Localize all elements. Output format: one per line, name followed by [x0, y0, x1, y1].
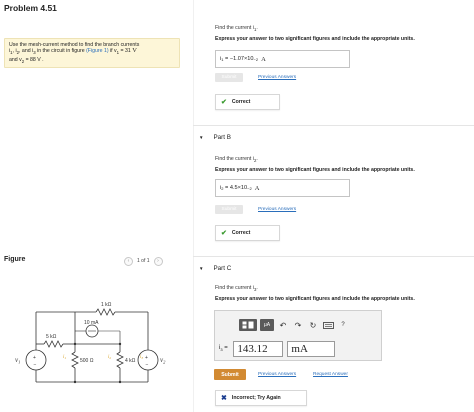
triangle-down-icon: ▼ [199, 135, 204, 140]
answer-var: i [219, 345, 221, 352]
prev-figure-button[interactable]: ‹ [124, 257, 133, 266]
template-icon [242, 321, 254, 329]
part-divider [193, 256, 474, 257]
check-icon: ✔ [221, 99, 227, 106]
prompt-sub: 2 [253, 158, 257, 164]
junction-dot [119, 343, 121, 345]
label-i3 [140, 355, 143, 360]
x-icon: ✖ [221, 395, 227, 402]
part-a-submit-button[interactable]: Submit [215, 73, 243, 82]
figure-pager-text: 1 of 1 [137, 258, 150, 264]
label-i3-sub: 3 [141, 356, 144, 360]
part-c-title: Part C [213, 265, 232, 272]
prompt-text: Find the current i [215, 25, 254, 31]
figure-pager [124, 256, 163, 266]
part-a-instruction: Express your answer to two significant figures and include the appropriate units. [215, 36, 415, 42]
answer-eq: = [223, 185, 230, 191]
label-v1-sub: 1 [18, 359, 21, 365]
answer-sub: 2 [221, 185, 224, 191]
label-i2 [108, 355, 111, 360]
prompt-end: . [256, 156, 258, 162]
label-r-mid: 500 Ω [80, 358, 94, 364]
part-a-answer-field[interactable] [215, 50, 350, 68]
answer-label [219, 345, 229, 352]
label-v2-sub: 2 [163, 359, 166, 365]
figure-link[interactable]: (Figure 1) [86, 48, 109, 55]
part-c-feedback [215, 390, 307, 406]
part-c-unit-input[interactable]: mA [287, 341, 335, 357]
label-i2-sub: 2 [109, 356, 112, 360]
junction-dot [119, 381, 121, 383]
feedback-text: Incorrect; Try Again [231, 395, 281, 401]
part-c-answer-editor [214, 310, 382, 361]
part-a-previous-answers-link[interactable]: Previous Answers [258, 75, 297, 80]
keyboard-icon[interactable] [322, 319, 334, 331]
problem-text: Use the mesh-current method to find the branch currents [9, 42, 140, 48]
part-c-prompt [215, 285, 258, 292]
source-v2-minus: − [145, 362, 149, 368]
problem-text: , i [12, 48, 17, 55]
problem-sub: 2 [21, 58, 25, 64]
part-b-header[interactable] [199, 134, 231, 141]
problem-panel [0, 0, 193, 412]
part-b-feedback [215, 225, 280, 241]
label-r-left: 5 kΩ [46, 334, 57, 340]
part-b-prompt [215, 156, 258, 163]
redo-icon[interactable]: ↷ [294, 320, 302, 330]
part-c-instruction: Express your answer to two significant figures and include the appropriate units. [215, 296, 415, 302]
problem-line-2 [9, 48, 175, 56]
label-v2 [160, 356, 166, 365]
prompt-end: . [256, 285, 258, 291]
source-v1-minus: − [33, 362, 37, 368]
answer-value: 4.5×10 [229, 185, 248, 191]
label-v1-var: v [15, 356, 19, 364]
problem-sub: 3 [33, 50, 36, 56]
part-c-equation-row [219, 341, 335, 357]
triangle-down-icon: ▼ [199, 266, 204, 271]
answer-eq: = [222, 345, 230, 352]
reset-icon[interactable]: ↻ [309, 320, 317, 330]
check-icon: ✔ [221, 230, 227, 237]
problem-text: i [9, 48, 11, 55]
circuit-diagram [0, 296, 180, 408]
part-c-request-answer-link[interactable]: Request Answer [313, 372, 348, 377]
prompt-end: . [256, 25, 258, 31]
part-a-feedback [215, 94, 280, 110]
label-v1 [15, 356, 20, 365]
undo-icon[interactable]: ↶ [279, 320, 287, 330]
part-b-answer-field[interactable] [215, 179, 350, 197]
answer-eq: = [223, 56, 230, 62]
feedback-text: Correct [231, 230, 251, 236]
label-i2-var: i [108, 355, 110, 360]
part-b-previous-answers-link[interactable]: Previous Answers [258, 207, 297, 212]
problem-text: = 31 [119, 48, 133, 55]
answer-sub: 1 [221, 56, 224, 62]
problem-text: , and i [19, 48, 34, 55]
answer-var: i [220, 56, 222, 62]
prompt-sub: 1 [253, 27, 257, 33]
label-r-right: 4 kΩ [125, 358, 136, 364]
part-divider [193, 125, 474, 126]
questions-panel [193, 0, 474, 412]
answer-exp: −2 [247, 185, 252, 191]
part-c-value-input[interactable]: 143.12 [233, 341, 283, 357]
label-i1-sub: 1 [64, 356, 67, 360]
source-v2-plus: + [145, 355, 148, 361]
part-b-submit-button[interactable]: Submit [215, 205, 243, 214]
problem-line-3 [9, 57, 175, 65]
problem-sub: 1 [10, 50, 13, 56]
feedback-text: Correct [231, 99, 251, 105]
answer-unit: A [261, 55, 266, 63]
part-c-previous-answers-link[interactable]: Previous Answers [258, 372, 297, 377]
label-r-top: 1 kΩ [101, 302, 112, 308]
label-current-source: 10 mA [84, 320, 99, 326]
problem-text: and v [9, 56, 22, 63]
label-i3-var: i [140, 355, 142, 360]
answer-exp: −2 [253, 56, 259, 62]
prompt-text: Find the current i [215, 156, 254, 162]
help-icon[interactable]: ? [341, 322, 345, 328]
prompt-text: Find the current i [215, 285, 254, 291]
part-c-header[interactable] [199, 265, 231, 272]
part-b-instruction: Express your answer to two significant figures and include the appropriate units. [215, 167, 415, 173]
editor-toolbar [239, 318, 349, 332]
problem-text: in the circuit in figure [35, 48, 87, 55]
answer-var: i [220, 185, 222, 191]
answer-unit: A [254, 184, 260, 192]
keyboard-glyph [323, 322, 334, 329]
template-button[interactable] [239, 319, 257, 331]
label-i1-var: i [63, 355, 65, 360]
problem-text: if v [108, 48, 117, 55]
units-button[interactable]: μA [260, 319, 274, 331]
source-v1-plus: + [33, 355, 36, 361]
figure-label: Figure [4, 256, 26, 263]
junction-dot [74, 343, 76, 345]
problem-unit: V [132, 47, 137, 55]
part-c-submit-button[interactable]: Submit [214, 369, 246, 380]
answer-sub: 3 [220, 347, 223, 353]
problem-sub: 1 [116, 50, 120, 56]
problem-title: Problem 4.51 [4, 3, 57, 13]
part-b-title: Part B [213, 134, 231, 141]
next-figure-button[interactable]: › [154, 257, 163, 266]
label-i1 [63, 355, 66, 360]
problem-text: = 88 V . [24, 56, 44, 63]
problem-statement [4, 38, 180, 68]
problem-sub: 2 [16, 50, 20, 56]
label-v2-var: v [160, 356, 164, 364]
prompt-sub: 3 [253, 287, 257, 293]
junction-dot [74, 381, 76, 383]
part-a-prompt [215, 25, 258, 32]
answer-value: −1.07×10 [229, 56, 254, 62]
